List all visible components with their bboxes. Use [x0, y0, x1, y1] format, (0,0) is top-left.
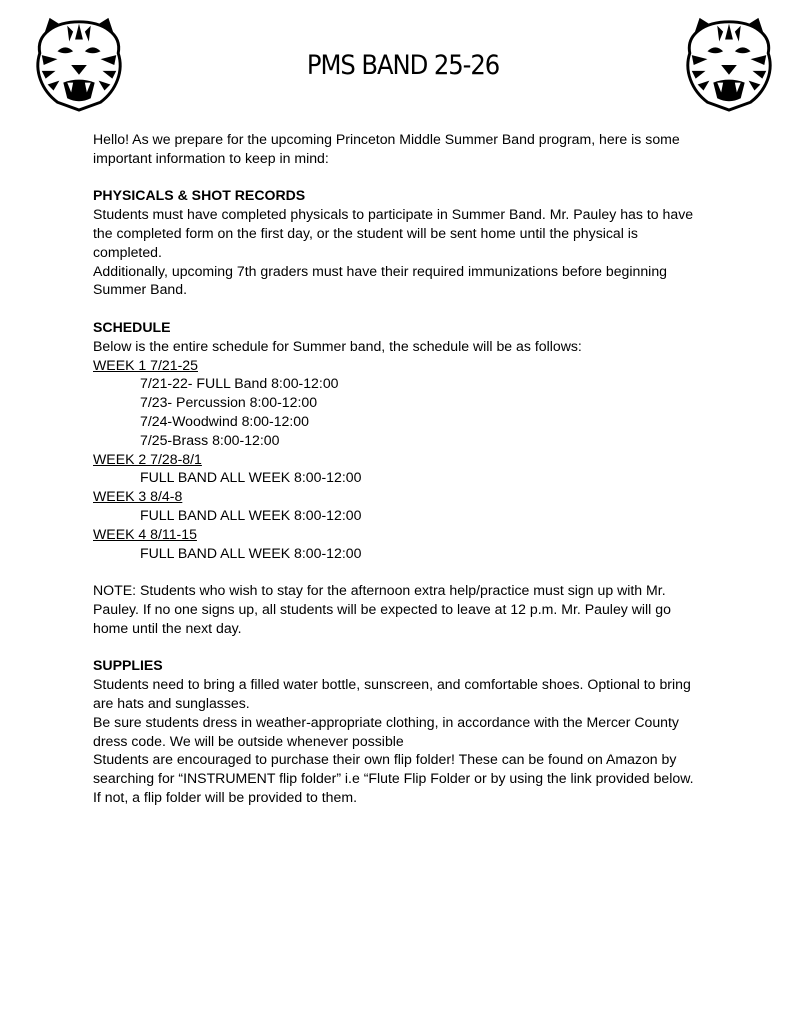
week-1-label: WEEK 1 7/21-25 — [93, 356, 198, 373]
dress-code-paragraph: Be sure students dress in weather-appropriate clothing, in accordance with the Mercer County dress code. We will be outside whenever possible — [93, 713, 679, 749]
schedule-item: FULL BAND ALL WEEK 8:00-12:00 — [140, 469, 362, 486]
schedule-item: FULL BAND ALL WEEK 8:00-12:00 — [140, 506, 362, 523]
document-body — [93, 130, 703, 807]
physicals-paragraph: Students must have completed physicals to participate in Summer Band. Mr. Pauley has to have the completed form on the first day, or the student will be sent home until the physical is completed. — [93, 206, 694, 260]
spacer — [93, 562, 703, 581]
supplies-heading: SUPPLIES — [93, 657, 163, 674]
intro-paragraph: Hello! As we prepare for the upcoming Princeton Middle Summer Band program, here is some important information to keep in mind: — [93, 131, 680, 166]
spacer — [93, 638, 703, 657]
physicals-heading: PHYSICALS & SHOT RECORDS — [93, 187, 306, 204]
schedule-heading: SCHEDULE — [93, 318, 171, 335]
flip-folder-paragraph: Students are encouraged to purchase their own flip folder! These can be found on Amazon by searching for “INSTRUMENT flip folder” i.e “Flute Flip Folder or by using the link provided below. If not, a flip folder will be provided to them. — [93, 751, 694, 805]
schedule-item: 7/23- Percussion 8:00-12:00 — [140, 394, 318, 411]
schedule-item: 7/24-Woodwind 8:00-12:00 — [140, 412, 309, 429]
page-title: PMS BAND 25-26 — [306, 50, 500, 81]
schedule-item: FULL BAND ALL WEEK 8:00-12:00 — [140, 544, 362, 561]
schedule-item: 7/21-22- FULL Band 8:00-12:00 — [140, 375, 339, 392]
week-3-label: WEEK 3 8/4-8 — [93, 488, 183, 505]
spacer — [93, 299, 703, 318]
week-4-label: WEEK 4 8/11-15 — [93, 525, 197, 542]
spacer — [93, 168, 703, 187]
immunizations-paragraph: Additionally, upcoming 7th graders must have their required immunizations before beginning Summer Band. — [93, 262, 667, 298]
supplies-paragraph: Students need to bring a filled water bottle, sunscreen, and comfortable shoes. Optional to bring are hats and sunglasses. — [93, 676, 691, 711]
week-2-label: WEEK 2 7/28-8/1 — [93, 450, 202, 467]
schedule-item: 7/25-Brass 8:00-12:00 — [140, 431, 280, 448]
note-paragraph: NOTE: Students who wish to stay for the afternoon extra help/practice must sign up with Mr. Pauley. If no one signs up, all students will be expected to leave at 12 p.m. Mr. Pauley will go home until the next day. — [93, 582, 671, 636]
schedule-intro: Below is the entire schedule for Summer band, the schedule will be as follows: — [93, 337, 582, 354]
